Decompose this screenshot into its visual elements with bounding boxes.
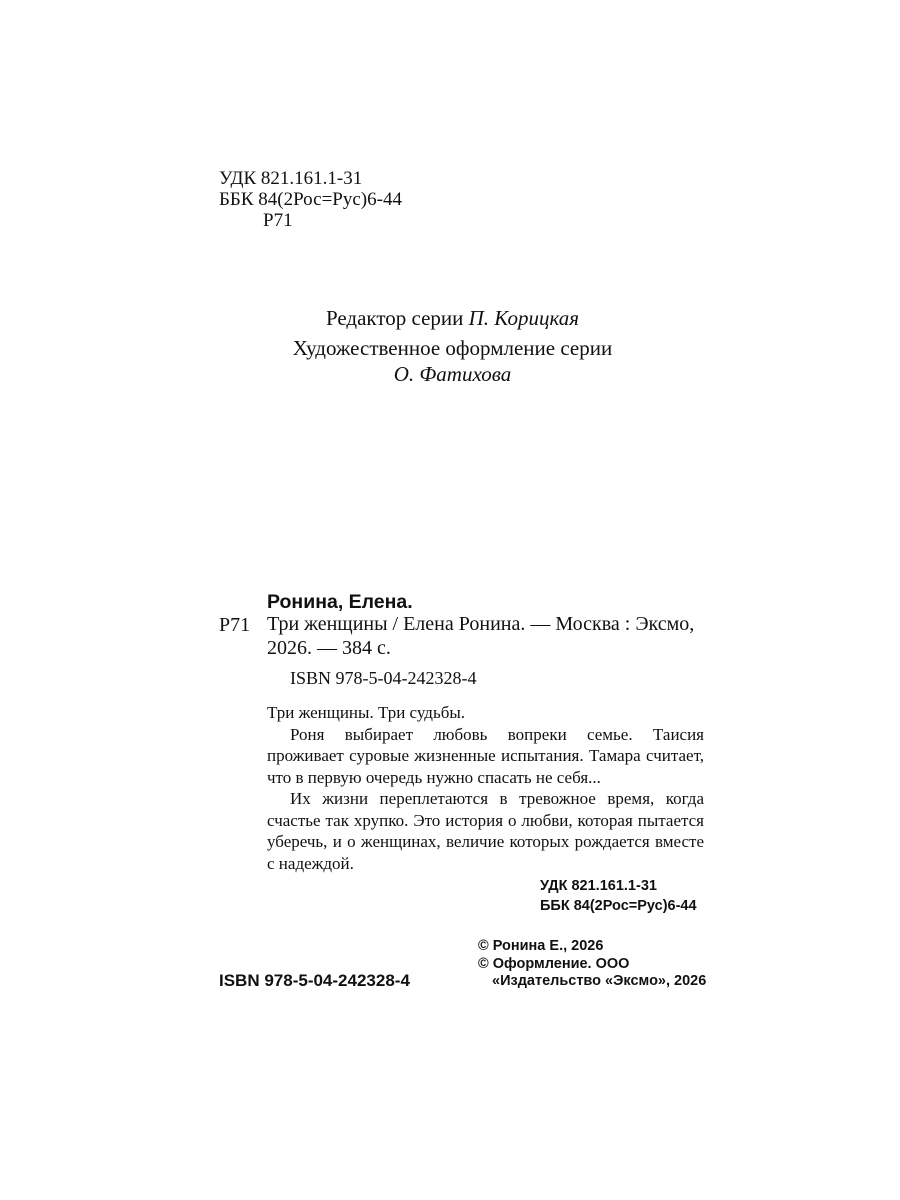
series-credits (220, 305, 685, 387)
isbn-bottom: ISBN 978-5-04-242328-4 (219, 971, 410, 990)
art-design-name (220, 361, 685, 387)
udk-code: УДК 821.161.1-31 (219, 168, 363, 189)
catalog-title-line: Три женщины / Елена Ронина. — Москва : Эксмо, 2026. — 384 с. (267, 613, 695, 659)
author-cipher: Р71 (263, 210, 293, 231)
catalog-isbn: ISBN 978-5-04-242328-4 (290, 668, 477, 688)
catalog-classification-codes (540, 876, 697, 916)
series-editor-line (220, 305, 685, 331)
top-classification-codes (219, 168, 402, 231)
copyright-author: © Ронина Е., 2026 (478, 938, 604, 954)
annotation-paragraph: Роня выбирает любовь вопреки семье. Таисия проживает суровые жизненные испытания. Тамара считает, что в первую очередь нужно спасать не себя... (267, 724, 704, 787)
copyright-block (478, 938, 706, 991)
copyright-publisher: «Издательство «Эксмо», 2026 (492, 973, 707, 989)
art-designer: О. Фатихова (393, 362, 512, 386)
catalog-udk: УДК 821.161.1-31 (540, 878, 657, 894)
art-design-label: Художественное оформление серии (292, 336, 613, 360)
series-editor-name: П. Корицкая (468, 306, 580, 330)
catalog-bbk: ББК 84(2Рос=Рус)6-44 (540, 898, 697, 914)
copyright-design: © Оформление. ООО (478, 955, 630, 972)
catalog-author: Ронина, Елена. (267, 591, 413, 613)
annotation-paragraph: Три женщины. Три судьбы. (267, 703, 466, 722)
annotation (267, 702, 704, 874)
catalog-cipher: Р71 (219, 614, 251, 636)
series-editor-label: Редактор серии (325, 306, 464, 330)
annotation-paragraph: Их жизни переплетаются в тревожное время, когда счастье так хрупко. Это история о любви, которая пытается уберечь, и о женщинах, величие которых рождается вместе с надеждой. (267, 789, 704, 873)
bbk-code: ББК 84(2Рос=Рус)6-44 (219, 189, 402, 210)
